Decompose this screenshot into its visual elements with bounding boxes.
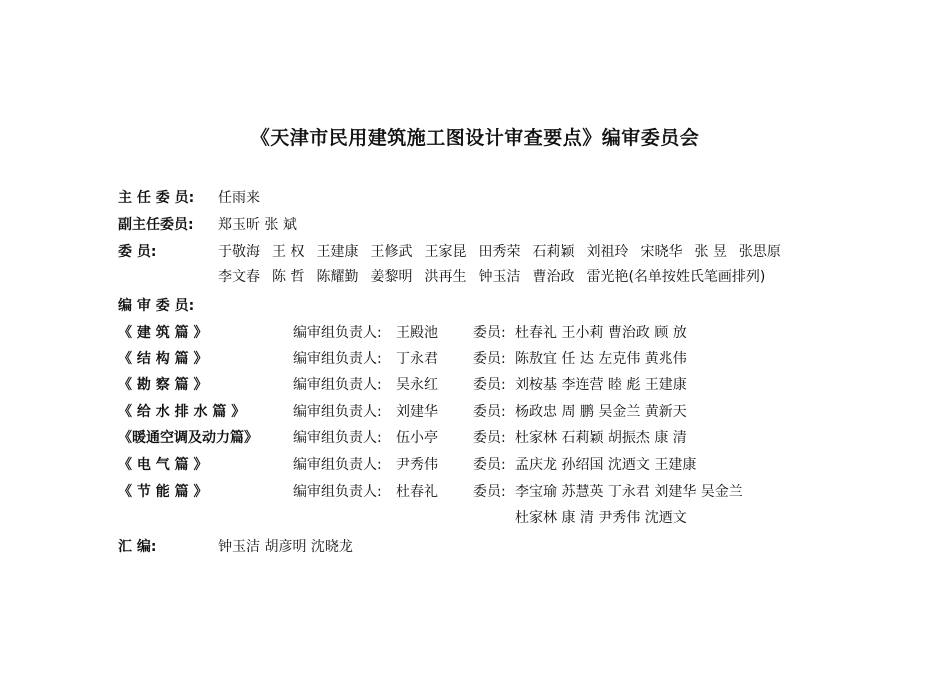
member-name: 洪再生 xyxy=(424,269,467,285)
section-lead: 丁永君 xyxy=(396,351,438,367)
section-members: 孟庆龙 孙绍国 沈迺文 王建康 xyxy=(515,457,697,473)
section-lead-label: 编审组负责人: xyxy=(293,377,382,393)
section-lead-label: 编审组负责人: xyxy=(293,457,382,473)
page-title: 《天津市民用建筑施工图设计审查要点》编审委员会 xyxy=(250,127,700,149)
member-name: 雷光艳 xyxy=(586,269,629,285)
vice-director-names: 郑玉昕 张 斌 xyxy=(218,217,297,233)
section-members: 杜春礼 王小莉 曹治政 顾 放 xyxy=(515,325,687,341)
member-name: 王建康 xyxy=(316,244,359,260)
member-name: 王修武 xyxy=(370,244,413,260)
section-lead-label: 编审组负责人: xyxy=(293,484,382,500)
section-members-label: 委员: xyxy=(473,377,506,393)
member-name: 石莉颖 xyxy=(532,244,575,260)
section-members-label: 委员: xyxy=(473,325,506,341)
section-lead: 尹秀伟 xyxy=(396,457,438,473)
section-members-label: 委员: xyxy=(473,457,506,473)
member-name: 陈 哲 xyxy=(272,269,305,285)
section-name: 《 建 筑 篇 》 xyxy=(118,325,208,341)
section-lead: 杜春礼 xyxy=(396,484,438,500)
member-name: 宋晓华 xyxy=(640,244,683,260)
section-lead: 伍小亭 xyxy=(396,430,438,446)
members-order-note: (名单按姓氏笔画排列) xyxy=(628,269,766,285)
member-name: 钟玉洁 xyxy=(478,269,521,285)
members-line-1 xyxy=(218,243,793,261)
section-lead-label: 编审组负责人: xyxy=(293,351,382,367)
member-name: 王家昆 xyxy=(424,244,467,260)
section-lead-label: 编审组负责人: xyxy=(293,325,382,341)
member-name: 张 昱 xyxy=(694,244,727,260)
section-name: 《 结 构 篇 》 xyxy=(118,351,208,367)
section-members-label: 委员: xyxy=(473,484,506,500)
members-line-2 xyxy=(218,268,777,286)
member-name: 刘祖玲 xyxy=(586,244,629,260)
section-lead: 刘建华 xyxy=(396,404,438,420)
section-lead: 王殿池 xyxy=(396,325,438,341)
director-name: 任雨来 xyxy=(218,190,260,206)
section-members: 杨政忠 周 鹏 吴金兰 黄新天 xyxy=(515,404,687,420)
review-committee-label: 编 审 委 员: xyxy=(118,298,195,314)
member-name: 姜黎明 xyxy=(370,269,413,285)
editors-names: 钟玉洁 胡彦明 沈晓龙 xyxy=(218,539,353,555)
member-name: 田秀荣 xyxy=(478,244,521,260)
section-members: 杜家林 石莉颖 胡振杰 康 清 xyxy=(515,430,687,446)
section-lead-label: 编审组负责人: xyxy=(293,430,382,446)
section-lead: 吴永红 xyxy=(396,377,438,393)
section-name: 《暖通空调及动力篇》 xyxy=(118,430,258,446)
section-members-label: 委员: xyxy=(473,404,506,420)
section-members: 刘桉基 李连营 睦 彪 王建康 xyxy=(515,377,687,393)
section-name: 《 电 气 篇 》 xyxy=(118,457,208,473)
section-members: 陈敖宜 任 达 左克伟 黄兆伟 xyxy=(515,351,687,367)
section-members-continued: 杜家林 康 清 尹秀伟 沈迺文 xyxy=(515,510,687,526)
section-name: 《 节 能 篇 》 xyxy=(118,484,208,500)
member-name: 张思原 xyxy=(738,244,781,260)
members-label: 委 员: xyxy=(118,244,157,260)
section-name: 《 给 水 排 水 篇 》 xyxy=(118,404,246,420)
vice-director-label: 副主任委员: xyxy=(118,217,194,233)
section-members-label: 委员: xyxy=(473,351,506,367)
section-members-label: 委员: xyxy=(473,430,506,446)
section-members: 李宝瑜 苏慧英 丁永君 刘建华 吴金兰 xyxy=(515,484,743,500)
editors-label: 汇 编: xyxy=(118,539,157,555)
member-name: 陈耀勤 xyxy=(316,269,359,285)
section-name: 《 勘 察 篇 》 xyxy=(118,377,208,393)
member-name: 曹治政 xyxy=(532,269,575,285)
member-name: 王 权 xyxy=(272,244,305,260)
member-name: 李文春 xyxy=(218,269,260,285)
section-lead-label: 编审组负责人: xyxy=(293,404,382,420)
director-label: 主 任 委 员: xyxy=(118,190,195,206)
member-name: 于敬海 xyxy=(218,244,260,260)
